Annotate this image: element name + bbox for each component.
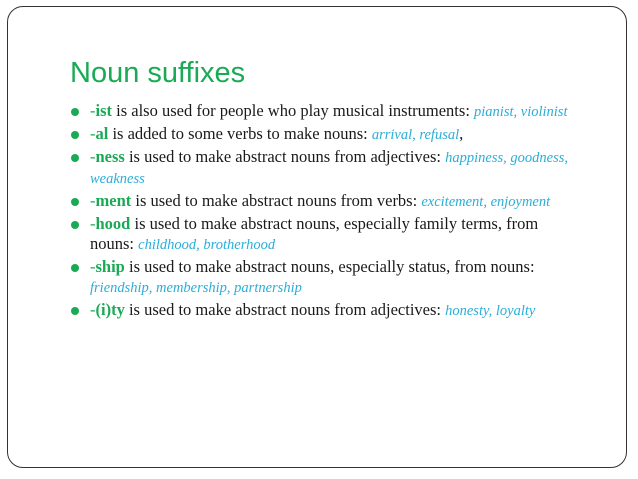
example-words: arrival, refusal [371,127,460,143]
suffix-term: ment [95,191,132,210]
slide-title: Noun suffixes [70,57,246,89]
bullet-dot-icon [71,198,79,206]
suffix-dash: - [90,191,96,210]
suffix-term: ship [95,257,125,276]
suffix-term: al [95,124,109,143]
bullet-dot-icon [71,154,79,162]
bullet-dot-icon [71,108,79,116]
bullet-text: is added to some verbs to make nouns: [108,124,372,143]
suffix-term: (i)ty [95,300,125,319]
bullet-item-ment [68,191,573,212]
bullet-text: is used to make abstract nouns, especially status, from nouns: [124,257,535,276]
bullet-item-ity [68,300,573,321]
suffix-dash: - [90,300,96,319]
bullet-dot-icon [71,264,79,272]
bullet-text: is used to make abstract nouns from adjectives: [124,300,446,319]
suffix-dash: - [90,214,96,233]
example-words: honesty, loyalty [445,303,536,319]
bullet-item-hood [68,214,573,255]
bullet-tail: , [459,124,464,143]
bullet-item-ship [68,257,573,298]
bullet-dot-icon [71,307,79,315]
suffix-term: ness [95,147,125,166]
suffix-dash: - [90,124,96,143]
bullet-item-ist [68,101,573,122]
bullet-item-al [68,124,573,145]
suffix-dash: - [90,257,96,276]
suffix-term: ist [95,101,112,120]
suffix-term: hood [95,214,131,233]
example-words: excitement, enjoyment [421,194,551,210]
suffix-dash: - [90,147,96,166]
suffix-dash: - [90,101,96,120]
example-words: pianist, violinist [474,104,568,120]
bullet-text: is used to make abstract nouns from adjectives: [124,147,446,166]
bullet-text: is used to make abstract nouns from verbs: [131,191,422,210]
example-words: friendship, membership, partnership [90,280,302,296]
bullet-dot-icon [71,131,79,139]
suffix-bullet-list [68,101,573,323]
example-words: childhood, brotherhood [138,237,276,253]
bullet-dot-icon [71,221,79,229]
bullet-text: is also used for people who play musical instruments: [112,101,475,120]
bullet-item-ness [68,147,573,189]
bullet-text: is used to make abstract nouns, especially family terms, from nouns: [90,214,539,253]
example-words: happiness, goodness, weakness [90,150,568,187]
